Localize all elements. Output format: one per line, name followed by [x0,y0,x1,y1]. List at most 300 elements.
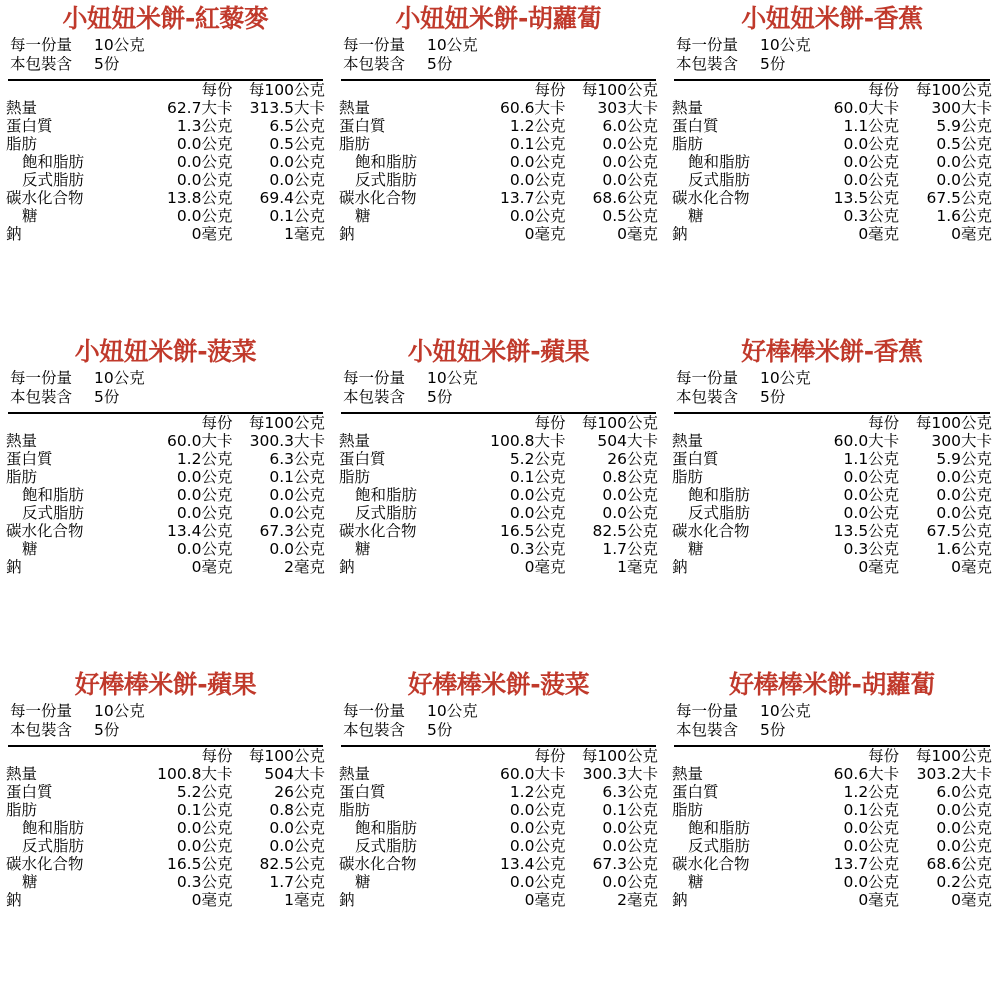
value-per-100g: 0.0公克 [269,486,325,504]
nutrient-name: 脂肪 [672,468,704,486]
table-row [339,558,658,576]
servings-value: 5份 [427,388,453,406]
serving-size-value: 10公克 [760,702,811,720]
value-per-serving: 0.0公克 [509,153,566,171]
serving-size-label: 每一份量 [676,702,739,720]
table-row [339,765,658,783]
value-per-serving: 0.3公克 [843,540,900,558]
value-per-serving: 5.2公克 [509,450,566,468]
column-header-per-serving: 每份 [868,81,900,99]
value-per-serving: 60.0大卡 [166,432,233,450]
value-per-100g: 82.5公克 [259,855,325,873]
value-per-100g: 0.0公克 [269,171,325,189]
table-row [672,522,992,540]
servings-label: 本包裝含 [343,388,406,406]
table-row [339,450,658,468]
nutrition-table [672,414,992,576]
serving-info [339,702,658,740]
column-header-per-serving: 每份 [534,414,566,432]
column-header-blank [6,747,140,765]
nutrient-name: 糖 [22,540,38,558]
nutrient-name: 碳水化合物 [6,855,84,873]
nutrient-name: 鈉 [6,891,22,909]
table-row [6,819,325,837]
table-row [672,837,992,855]
table-row [672,801,992,819]
nutrient-name: 蛋白質 [6,783,53,801]
nutrient-name: 脂肪 [339,135,371,153]
table-row [672,171,992,189]
nutrition-table [339,81,658,243]
value-per-100g: 0.0公克 [936,153,992,171]
value-per-serving: 62.7大卡 [166,99,233,117]
value-per-serving: 0毫克 [191,558,233,576]
value-per-100g: 0.0公克 [269,837,325,855]
value-per-serving: 0.0公克 [176,837,233,855]
column-header-blank [672,81,806,99]
value-per-serving: 0.0公克 [843,135,900,153]
value-per-100g: 300.3大卡 [249,432,325,450]
table-row [339,189,658,207]
value-per-serving: 13.7公克 [833,855,900,873]
value-per-100g: 0.1公克 [269,207,325,225]
value-per-100g: 303.2大卡 [916,765,992,783]
value-per-serving: 0.0公克 [843,873,900,891]
nutrient-name: 蛋白質 [672,450,719,468]
servings-label: 本包裝含 [676,388,739,406]
column-header-per-serving: 每份 [201,81,233,99]
table-row [6,504,325,522]
nutrient-name: 碳水化合物 [339,855,417,873]
nutrition-table [672,81,992,243]
value-per-100g: 6.5公克 [269,117,325,135]
nutrient-name: 飽和脂肪 [22,153,85,171]
table-row [672,558,992,576]
value-per-serving: 60.6大卡 [499,99,566,117]
value-per-100g: 26公克 [607,450,658,468]
column-header-per-serving: 每份 [534,81,566,99]
table-row [672,486,992,504]
nutrient-name: 飽和脂肪 [688,153,751,171]
value-per-100g: 1毫克 [617,558,658,576]
value-per-100g: 0.0公克 [269,504,325,522]
value-per-serving: 0.0公克 [843,468,900,486]
value-per-serving: 1.2公克 [509,783,566,801]
table-row [672,432,992,450]
value-per-100g: 0毫克 [951,225,992,243]
value-per-100g: 0.0公克 [602,153,658,171]
value-per-serving: 0.0公克 [176,819,233,837]
table-row [672,855,992,873]
servings-value: 5份 [94,55,120,73]
nutrient-name: 熱量 [672,99,704,117]
value-per-serving: 0.1公克 [509,135,566,153]
value-per-100g: 0.0公克 [602,837,658,855]
panel-title: 小妞妞米餅-香蕉 [741,4,923,33]
nutrient-name: 脂肪 [672,135,704,153]
nutrition-panel [333,666,666,1000]
serving-info [672,36,992,74]
nutrient-name: 反式脂肪 [22,504,85,522]
value-per-serving: 0.0公克 [509,837,566,855]
value-per-100g: 5.9公克 [936,117,992,135]
value-per-serving: 0.1公克 [509,468,566,486]
nutrient-name: 脂肪 [6,801,38,819]
value-per-serving: 60.0大卡 [833,432,900,450]
panel-title: 好棒棒米餅-蘋果 [74,670,257,699]
column-header-blank [339,747,473,765]
nutrient-name: 鈉 [339,891,355,909]
value-per-100g: 6.3公克 [602,783,658,801]
serving-size-value: 10公克 [427,36,478,54]
table-row [6,837,325,855]
column-header-per-100g: 每100公克 [915,414,992,432]
value-per-serving: 0.3公克 [843,207,900,225]
table-row [6,765,325,783]
nutrient-name: 反式脂肪 [355,837,418,855]
serving-size-label: 每一份量 [676,369,739,387]
servings-value: 5份 [427,721,453,739]
value-per-serving: 16.5公克 [499,522,566,540]
table-row [672,189,992,207]
nutrient-name: 脂肪 [672,801,704,819]
nutrient-name: 脂肪 [6,468,38,486]
value-per-serving: 5.2公克 [176,783,233,801]
value-per-100g: 300大卡 [931,99,992,117]
serving-size-value: 10公克 [94,369,145,387]
nutrient-name: 碳水化合物 [6,189,84,207]
value-per-serving: 0.3公克 [176,873,233,891]
nutrient-name: 反式脂肪 [688,504,751,522]
serving-info [6,369,325,407]
value-per-serving: 1.2公克 [509,117,566,135]
nutrient-name: 熱量 [339,765,371,783]
value-per-100g: 0.1公克 [269,468,325,486]
column-header-blank [672,747,806,765]
value-per-serving: 0毫克 [858,558,900,576]
serving-info [339,369,658,407]
value-per-serving: 0.0公克 [176,207,233,225]
value-per-100g: 82.5公克 [592,522,658,540]
value-per-serving: 0.0公克 [176,540,233,558]
table-row [6,171,325,189]
value-per-100g: 67.3公克 [592,855,658,873]
servings-value: 5份 [94,388,120,406]
column-header-per-serving: 每份 [201,414,233,432]
table-row [339,873,658,891]
table-row [339,225,658,243]
table-row [672,891,992,909]
table-row [339,801,658,819]
nutrition-panel [666,666,1000,1000]
value-per-100g: 1.7公克 [602,540,658,558]
nutrient-name: 蛋白質 [672,117,719,135]
column-header-blank [6,81,140,99]
table-row [339,522,658,540]
value-per-serving: 13.8公克 [166,189,233,207]
table-row [6,117,325,135]
value-per-serving: 0.0公克 [509,171,566,189]
value-per-100g: 0.0公克 [269,540,325,558]
nutrient-name: 熱量 [6,432,38,450]
value-per-100g: 5.9公克 [936,450,992,468]
nutrition-panel [666,333,1000,666]
value-per-serving: 0.1公克 [843,801,900,819]
panel-title: 小妞妞米餅-菠菜 [74,337,257,366]
serving-info [339,36,658,74]
table-row [672,153,992,171]
value-per-100g: 0.0公克 [602,504,658,522]
table-row [6,522,325,540]
value-per-100g: 0毫克 [951,891,992,909]
nutrient-name: 碳水化合物 [672,189,750,207]
column-header-per-100g: 每100公克 [915,81,992,99]
value-per-100g: 1毫克 [284,891,325,909]
nutrient-name: 脂肪 [339,801,371,819]
nutrient-name: 反式脂肪 [688,171,751,189]
panel-title: 小妞妞米餅-胡蘿蔔 [395,4,602,33]
value-per-100g: 0.5公克 [269,135,325,153]
nutrient-name: 碳水化合物 [6,522,84,540]
table-row [339,135,658,153]
value-per-serving: 60.6大卡 [833,765,900,783]
nutrient-name: 飽和脂肪 [22,819,85,837]
table-row [672,765,992,783]
column-header-per-serving: 每份 [868,414,900,432]
value-per-100g: 68.6公克 [926,855,992,873]
value-per-serving: 0.0公克 [509,873,566,891]
table-row [339,432,658,450]
nutrient-name: 鈉 [672,225,688,243]
value-per-100g: 300.3大卡 [582,765,658,783]
table-row [6,450,325,468]
value-per-100g: 0.5公克 [602,207,658,225]
table-row [6,873,325,891]
nutrient-name: 熱量 [339,432,371,450]
table-row [6,891,325,909]
serving-size-label: 每一份量 [343,36,406,54]
table-row [6,558,325,576]
servings-label: 本包裝含 [676,55,739,73]
value-per-100g: 0.8公克 [269,801,325,819]
table-row [6,99,325,117]
table-row [672,819,992,837]
table-row [672,99,992,117]
serving-size-label: 每一份量 [343,369,406,387]
table-row [6,432,325,450]
servings-value: 5份 [760,388,786,406]
table-row [6,540,325,558]
value-per-serving: 1.1公克 [843,450,900,468]
value-per-100g: 0.0公克 [936,468,992,486]
value-per-serving: 60.0大卡 [833,99,900,117]
value-per-serving: 13.5公克 [833,522,900,540]
nutrition-table [6,414,325,576]
nutrient-name: 熱量 [339,99,371,117]
table-row [339,891,658,909]
nutrient-name: 鈉 [672,891,688,909]
value-per-100g: 0.0公克 [936,486,992,504]
servings-label: 本包裝含 [10,55,73,73]
nutrient-name: 蛋白質 [339,117,386,135]
nutrition-panel [666,0,1000,333]
value-per-100g: 0.1公克 [602,801,658,819]
table-row [6,225,325,243]
table-row [672,135,992,153]
column-header-per-100g: 每100公克 [248,414,325,432]
table-row [339,117,658,135]
nutrient-name: 糖 [22,207,38,225]
value-per-serving: 0.0公克 [176,468,233,486]
value-per-serving: 0.0公克 [843,504,900,522]
nutrient-name: 飽和脂肪 [355,486,418,504]
value-per-100g: 0.2公克 [936,873,992,891]
table-row [339,783,658,801]
nutrient-name: 鈉 [339,225,355,243]
panel-title: 好棒棒米餅-菠菜 [407,670,590,699]
value-per-100g: 0.8公克 [602,468,658,486]
nutrient-name: 熱量 [672,765,704,783]
value-per-100g: 300大卡 [931,432,992,450]
table-row [6,153,325,171]
table-row [339,468,658,486]
table-row [339,99,658,117]
value-per-serving: 100.8大卡 [157,765,233,783]
table-row [339,540,658,558]
nutrient-name: 碳水化合物 [672,522,750,540]
servings-value: 5份 [427,55,453,73]
value-per-serving: 0.0公克 [176,135,233,153]
value-per-serving: 1.3公克 [176,117,233,135]
nutrition-table [339,414,658,576]
value-per-serving: 16.5公克 [166,855,233,873]
value-per-100g: 68.6公克 [592,189,658,207]
value-per-100g: 303大卡 [597,99,658,117]
servings-label: 本包裝含 [10,388,73,406]
nutrient-name: 熱量 [6,765,38,783]
nutrient-name: 飽和脂肪 [355,819,418,837]
value-per-serving: 0.0公克 [509,819,566,837]
value-per-100g: 0.0公克 [602,873,658,891]
value-per-100g: 6.3公克 [269,450,325,468]
column-header-blank [6,414,140,432]
nutrient-name: 反式脂肪 [688,837,751,855]
nutrient-name: 糖 [355,540,371,558]
table-row [339,207,658,225]
nutrition-panel [333,0,666,333]
nutrition-panel [0,333,333,666]
nutrient-name: 蛋白質 [339,783,386,801]
nutrient-name: 糖 [688,873,704,891]
value-per-100g: 0.0公克 [269,819,325,837]
value-per-serving: 100.8大卡 [490,432,566,450]
table-row [339,504,658,522]
value-per-100g: 0.5公克 [936,135,992,153]
nutrient-name: 糖 [355,207,371,225]
table-row [672,207,992,225]
value-per-serving: 0.0公克 [176,486,233,504]
panel-title: 小妞妞米餅-蘋果 [407,337,590,366]
nutrient-name: 鈉 [6,558,22,576]
value-per-serving: 0.0公克 [176,153,233,171]
table-row [339,486,658,504]
nutrition-panel [333,333,666,666]
column-header-per-100g: 每100公克 [581,414,658,432]
value-per-100g: 504大卡 [597,432,658,450]
table-row [672,225,992,243]
value-per-100g: 67.5公克 [926,522,992,540]
servings-label: 本包裝含 [343,721,406,739]
value-per-serving: 0.0公克 [509,504,566,522]
serving-size-label: 每一份量 [10,702,73,720]
nutrient-name: 糖 [688,540,704,558]
table-row [339,855,658,873]
value-per-serving: 0.0公克 [843,819,900,837]
nutrient-name: 反式脂肪 [355,504,418,522]
table-row [6,801,325,819]
nutrient-name: 糖 [355,873,371,891]
table-row [6,189,325,207]
serving-size-label: 每一份量 [10,36,73,54]
serving-info [6,702,325,740]
nutrient-name: 碳水化合物 [339,522,417,540]
table-row [672,504,992,522]
value-per-serving: 0.0公克 [843,153,900,171]
serving-size-label: 每一份量 [343,702,406,720]
value-per-100g: 1.7公克 [269,873,325,891]
nutrient-name: 糖 [22,873,38,891]
panel-title: 小妞妞米餅-紅藜麥 [62,4,269,33]
nutrient-name: 飽和脂肪 [355,153,418,171]
nutrient-name: 鈉 [339,558,355,576]
nutrient-name: 鈉 [672,558,688,576]
value-per-serving: 0.0公克 [509,486,566,504]
value-per-serving: 0毫克 [858,891,900,909]
value-per-serving: 0.0公克 [176,504,233,522]
value-per-serving: 1.2公克 [176,450,233,468]
nutrient-name: 蛋白質 [339,450,386,468]
serving-size-value: 10公克 [760,369,811,387]
serving-size-value: 10公克 [94,36,145,54]
serving-size-value: 10公克 [427,369,478,387]
serving-info [672,369,992,407]
nutrition-table [6,747,325,909]
value-per-serving: 13.5公克 [833,189,900,207]
table-row [672,540,992,558]
servings-value: 5份 [94,721,120,739]
value-per-100g: 0.0公克 [936,837,992,855]
table-row [672,450,992,468]
servings-value: 5份 [760,721,786,739]
value-per-100g: 504大卡 [264,765,325,783]
value-per-100g: 69.4公克 [259,189,325,207]
value-per-serving: 1.1公克 [843,117,900,135]
table-row [6,468,325,486]
nutrient-name: 反式脂肪 [355,171,418,189]
column-header-per-serving: 每份 [868,747,900,765]
table-row [6,486,325,504]
value-per-100g: 26公克 [274,783,325,801]
nutrient-name: 反式脂肪 [22,837,85,855]
nutrition-panel [0,0,333,333]
table-row [339,837,658,855]
value-per-serving: 0毫克 [191,891,233,909]
value-per-100g: 0.0公克 [936,819,992,837]
value-per-100g: 1毫克 [284,225,325,243]
value-per-serving: 0.0公克 [176,171,233,189]
nutrient-name: 飽和脂肪 [688,819,751,837]
value-per-serving: 60.0大卡 [499,765,566,783]
